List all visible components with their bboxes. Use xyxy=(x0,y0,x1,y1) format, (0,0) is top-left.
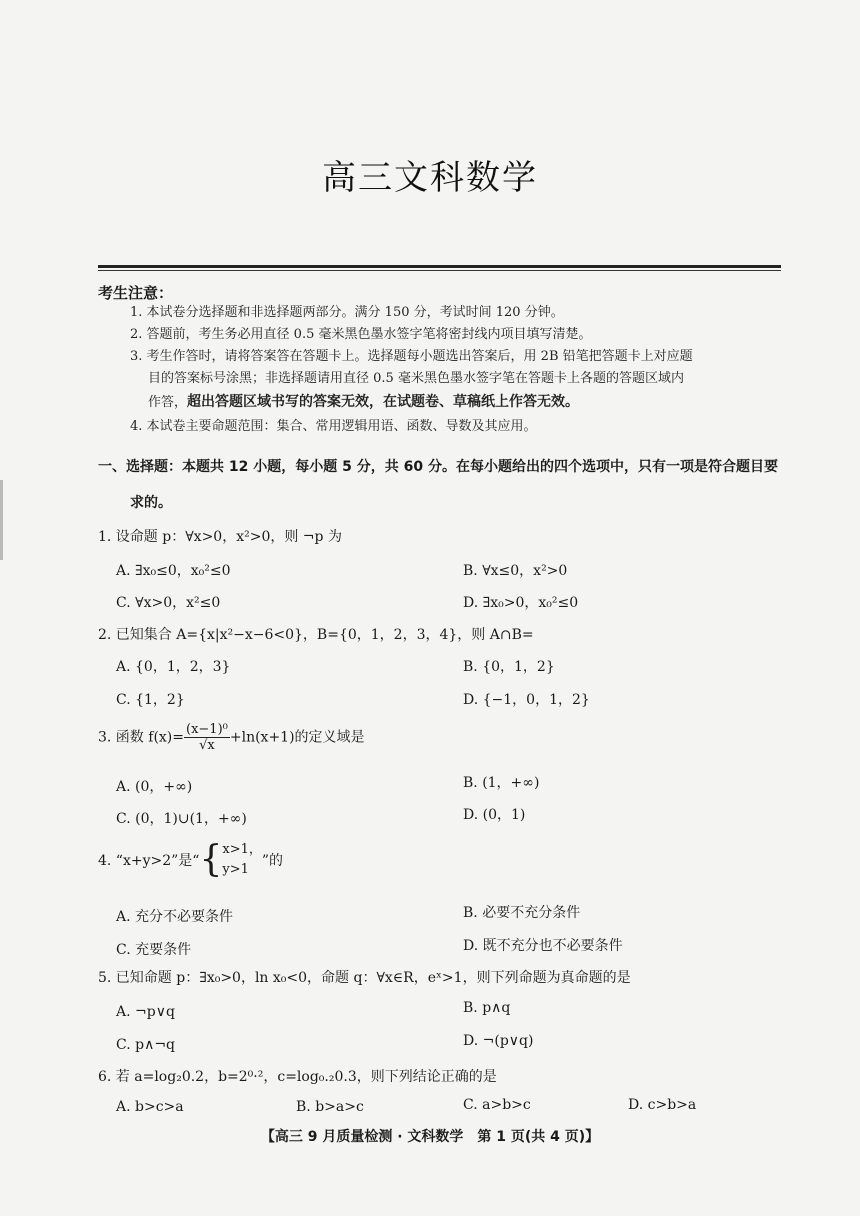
section1-heading-cont: 求的。 xyxy=(130,495,172,511)
question-3-option-c: C. (0，1)∪(1，+∞) xyxy=(116,811,247,827)
question-2-option-c: C. {1，2} xyxy=(116,692,185,708)
question-4-option-d: D. 既不充分也不必要条件 xyxy=(463,938,623,954)
page-footer: 【高三 9 月质量检测 · 文科数学 第 1 页(共 4 页)】 xyxy=(260,1129,600,1145)
question-3-stem-post: +ln(x+1)的定义域是 xyxy=(229,729,365,746)
header-rule-thin xyxy=(98,270,781,271)
question-4-stem xyxy=(98,840,283,880)
question-3-stem-pre: 3. 函数 f(x)= xyxy=(98,729,184,746)
notice-item-3-prefix: 作答， xyxy=(148,395,188,410)
question-1-option-d: D. ∃x₀>0，x₀²≤0 xyxy=(463,595,579,611)
question-3-option-b: B. (1，+∞) xyxy=(463,775,540,791)
notice-item-4: 4. 本试卷主要命题范围：集合、常用逻辑用语、函数、导数及其应用。 xyxy=(130,419,537,434)
question-6-option-b: B. b>a>c xyxy=(296,1099,364,1115)
question-4-option-a: A. 充分不必要条件 xyxy=(116,909,234,925)
question-1-option-a: A. ∃x₀≤0，x₀²≤0 xyxy=(116,563,231,579)
question-4-stem-post: ”的 xyxy=(261,853,284,869)
question-5-option-c: C. p∧¬q xyxy=(116,1037,176,1053)
question-4-option-b: B. 必要不充分条件 xyxy=(463,905,581,921)
question-6-option-c: C. a>b>c xyxy=(463,1097,531,1113)
question-4-condition-top: x>1， xyxy=(222,842,262,857)
header-rule-thick xyxy=(98,265,781,268)
notice-item-3-end xyxy=(148,391,782,414)
question-3-numerator: (x−1)⁰ xyxy=(186,722,228,737)
system-brace: { xyxy=(199,839,223,880)
question-2-option-a: A. {0，1，2，3} xyxy=(116,659,231,675)
question-6-option-d: D. c>b>a xyxy=(628,1097,697,1113)
section1-heading: 一、选择题：本题共 12 小题，每小题 5 分，共 60 分。在每小题给出的四个选项中，只有一项是符合题目要 xyxy=(98,459,778,475)
exam-title: 高三文科数学 xyxy=(322,158,538,198)
question-5-option-b: B. p∧q xyxy=(463,1000,511,1016)
question-6-stem: 6. 若 a=log₂0.2，b=2⁰·²，c=log₀.₂0.3，则下列结论正确的是 xyxy=(98,1069,497,1085)
question-4-option-c: C. 充要条件 xyxy=(116,942,192,958)
question-3-denominator: √x xyxy=(199,738,215,753)
question-4-condition-bottom: y>1 xyxy=(222,862,249,877)
question-3-fraction xyxy=(184,722,230,753)
question-2-option-b: B. {0，1，2} xyxy=(463,659,555,675)
question-4-stem-pre: 4. “x+y>2”是“ xyxy=(98,853,200,869)
question-5-option-a: A. ¬p∨q xyxy=(116,1004,175,1020)
question-5-stem: 5. 已知命题 p：∃x₀>0，ln x₀<0，命题 q：∀x∈R，eˣ>1，则下列命题为真命题的是 xyxy=(98,970,631,986)
notice-emphasis: 超出答题区域书写的答案无效，在试题卷、草稿纸上作答无效。 xyxy=(187,394,580,410)
question-3-stem xyxy=(98,722,365,753)
question-4-system xyxy=(222,840,262,880)
notice-item-3-cont: 目的答案标号涂黑；非选择题请用直径 0.5 毫米黑色墨水签字笔在答题卡上各题的答题区域内 xyxy=(148,371,684,386)
binding-edge-mark xyxy=(0,480,3,560)
question-1-option-b: B. ∀x≤0，x²>0 xyxy=(463,563,568,579)
question-3-option-d: D. (0，1) xyxy=(463,807,526,823)
question-3-option-a: A. (0，+∞) xyxy=(116,779,193,795)
question-1-stem: 1. 设命题 p：∀x>0，x²>0，则 ¬p 为 xyxy=(98,529,342,545)
question-1-option-c: C. ∀x>0，x²≤0 xyxy=(116,595,221,611)
question-5-option-d: D. ¬(p∨q) xyxy=(463,1033,534,1049)
question-2-option-d: D. {−1，0，1，2} xyxy=(463,692,590,708)
notice-item-3: 3. 考生作答时，请将答案答在答题卡上。选择题每小题选出答案后，用 2B 铅笔把答题卡上对应题 xyxy=(130,349,693,364)
question-2-stem: 2. 已知集合 A={x|x²−x−6<0}，B={0，1，2，3，4}，则 A∩B= xyxy=(98,627,534,643)
notice-item-2: 2. 答题前，考生务必用直径 0.5 毫米黑色墨水签字笔将密封线内项目填写清楚。 xyxy=(130,327,592,342)
question-6-option-a: A. b>c>a xyxy=(116,1099,184,1115)
notice-item-1: 1. 本试卷分选择题和非选择题两部分。满分 150 分，考试时间 120 分钟。 xyxy=(130,305,564,320)
notice-heading: 考生注意： xyxy=(98,284,174,302)
